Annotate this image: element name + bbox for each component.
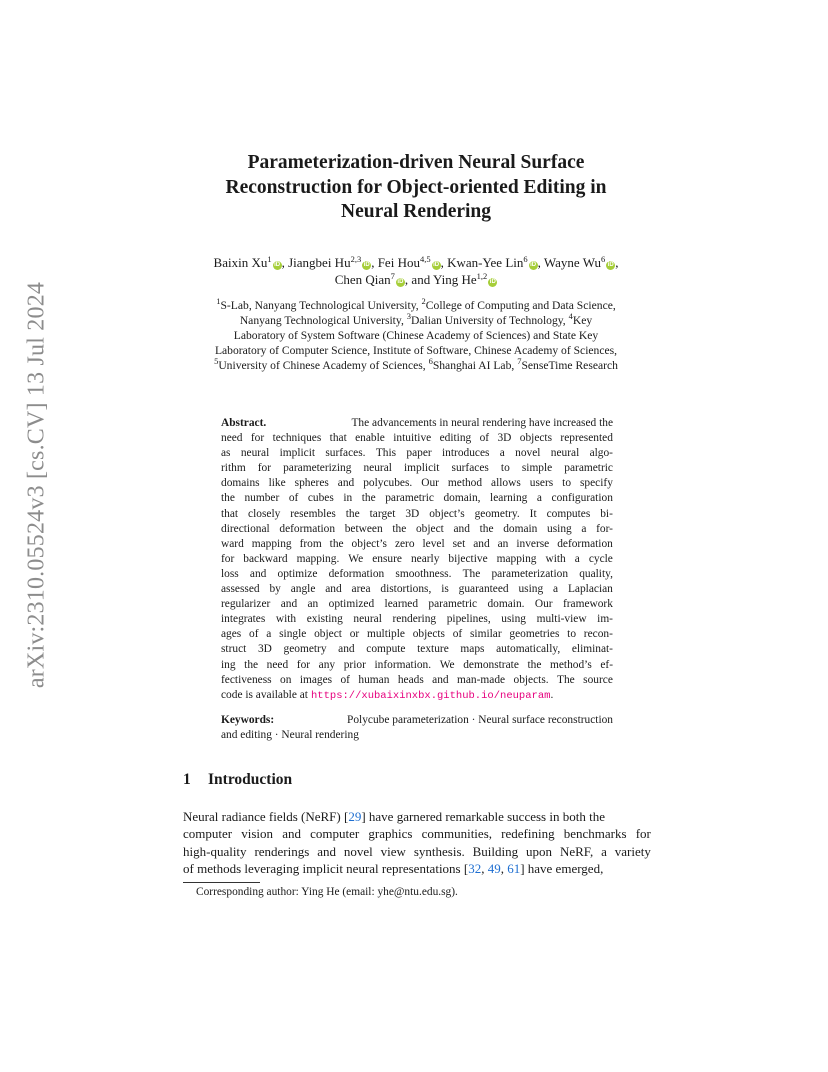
author-affil: 1 bbox=[267, 254, 272, 264]
abstract bbox=[221, 416, 613, 704]
affil-text: Key bbox=[572, 314, 593, 327]
citation-link[interactable]: 32 bbox=[468, 861, 482, 877]
body-text bbox=[183, 808, 651, 878]
orcid-icon[interactable]: iD bbox=[530, 262, 537, 268]
abstract-line: for backward mapping. We ensure nearly bijective mapping with a cycle bbox=[221, 552, 613, 565]
author-line bbox=[183, 254, 649, 271]
affil-marker: 6 bbox=[428, 356, 433, 366]
abstract-line: rithm for parameterizing neural implicit surfaces to simple parametric bbox=[221, 462, 613, 475]
abstract-line: ages of a single object or multiple objects of similar geometries to recon- bbox=[221, 628, 613, 641]
affil-text: College of Computing and Data Science, bbox=[425, 299, 616, 312]
affil-marker: 7 bbox=[517, 356, 522, 366]
orcid-icon[interactable]: iD bbox=[363, 262, 370, 268]
abstract-line: as neural implicit surfaces. This paper introduces a novel neural algo- bbox=[221, 447, 613, 460]
abstract-line: domains like spheres and polycubes. Our method allows users to specify bbox=[221, 477, 613, 490]
author-separator: , bbox=[615, 255, 619, 270]
orcid-icon[interactable]: iD bbox=[274, 262, 281, 268]
body-line bbox=[183, 808, 651, 825]
affil-text: S-Lab, Nanyang Technological University, bbox=[220, 299, 422, 312]
author-name: , Fei Hou bbox=[371, 255, 420, 270]
section-heading bbox=[183, 771, 292, 789]
keywords-text: Polycube parameterization · Neural surface reconstruction bbox=[347, 714, 613, 726]
citation-link[interactable]: 61 bbox=[507, 861, 521, 877]
body-text-run: ] have emerged, bbox=[520, 861, 604, 877]
affiliations bbox=[183, 298, 649, 373]
body-line: high-quality renderings and novel view synthesis. Building upon NeRF, a variety bbox=[183, 843, 651, 859]
author-name: , Kwan-Yee Lin bbox=[440, 255, 524, 270]
body-text-run: Neural radiance fields (NeRF) [ bbox=[183, 809, 349, 824]
abstract-line: integrates with existing neural rendering pipelines, using multi-view im- bbox=[221, 613, 613, 626]
abstract-line: ward mapping from the object’s zero level set and an inverse deformation bbox=[221, 537, 613, 550]
paper-title bbox=[183, 151, 649, 225]
section-number: 1 bbox=[183, 771, 191, 788]
section-title: Introduction bbox=[208, 771, 293, 788]
author-name: Chen Qian bbox=[334, 272, 391, 287]
affil-text: SenseTime Research bbox=[521, 359, 618, 372]
title-line: Reconstruction for Object-oriented Editing in bbox=[225, 176, 607, 198]
author-affil: 2,3 bbox=[350, 254, 362, 264]
abstract-line bbox=[221, 416, 613, 431]
abstract-line: regularizer and an optimized learned parametric domain. Our framework bbox=[221, 598, 613, 611]
affiliation-line: Laboratory of Computer Science, Institute of Software, Chinese Academy of Sciences, bbox=[214, 344, 618, 357]
orcid-icon[interactable]: iD bbox=[433, 262, 440, 268]
affil-text: Nanyang Technological University, bbox=[239, 314, 407, 327]
author-affil: 6 bbox=[600, 254, 606, 264]
author-affil: 6 bbox=[523, 254, 528, 264]
affil-marker: 4 bbox=[568, 311, 573, 321]
author-name: , Jiangbei Hu bbox=[281, 255, 351, 270]
author-name: Baixin Xu bbox=[213, 255, 268, 270]
footnote: Corresponding author: Ying He (email: yhe@ntu.edu.sg). bbox=[196, 886, 458, 898]
abstract-line: struct 3D geometry and compute texture maps automatically, eliminat- bbox=[221, 643, 613, 656]
citation-link[interactable]: 49 bbox=[487, 861, 501, 877]
keywords-line: and editing · Neural rendering bbox=[221, 729, 359, 742]
title-line: Neural Rendering bbox=[340, 201, 492, 222]
abstract-line: assessed by angle and area distortions, is guaranteed using a Laplacian bbox=[221, 583, 613, 596]
affil-text: Dalian University of Technology, bbox=[411, 314, 569, 327]
author-list bbox=[183, 254, 649, 288]
affiliation-line: Laboratory of System Software (Chinese Academy of Sciences) and State Key bbox=[233, 329, 599, 342]
affil-marker: 1 bbox=[216, 296, 221, 306]
affil-marker: 3 bbox=[406, 311, 411, 321]
author-line bbox=[183, 271, 649, 288]
author-affil: 7 bbox=[390, 271, 395, 281]
body-line: computer vision and computer graphics communities, redefining benchmarks for bbox=[183, 826, 651, 842]
author-name: , Wayne Wu bbox=[537, 255, 601, 270]
keywords-label: Keywords: bbox=[221, 714, 275, 726]
abstract-line: that closely resembles the target 3D object’s geometry. It computes bi- bbox=[221, 507, 613, 520]
affil-text: University of Chinese Academy of Sciences, bbox=[218, 359, 429, 372]
abstract-line bbox=[221, 688, 613, 704]
arxiv-identifier-text: arXiv:2310.05524v3 [cs.CV] 13 Jul 2024 bbox=[23, 281, 50, 689]
keywords bbox=[221, 713, 613, 743]
affil-text: Shanghai AI Lab, bbox=[432, 359, 518, 372]
abstract-line: ing the need for any prior information. We demonstrate the method’s ef- bbox=[221, 658, 613, 671]
abstract-line: fectiveness on images of human heads and man-made objects. The source bbox=[221, 673, 613, 686]
project-url-link[interactable]: https://xubaixinxbx.github.io/neuparam bbox=[310, 689, 551, 702]
title-line: Parameterization-driven Neural Surface bbox=[247, 152, 585, 173]
orcid-icon[interactable]: iD bbox=[607, 262, 614, 268]
author-affil: 4,5 bbox=[419, 254, 431, 264]
abstract-line: the number of cubes in the parametric domain, learning a configuration bbox=[221, 492, 613, 505]
orcid-icon[interactable]: iD bbox=[489, 279, 496, 285]
orcid-icon[interactable]: iD bbox=[397, 279, 404, 285]
abstract-line: loss and optimize deformation smoothness. The parameterization quality, bbox=[221, 567, 613, 580]
abstract-text: The advancements in neural rendering have increased the bbox=[351, 417, 613, 429]
abstract-line: directional deformation between the object and the domain using a for- bbox=[221, 522, 613, 535]
body-text-run: of methods leveraging implicit neural representations [ bbox=[183, 861, 469, 877]
affil-marker: 2 bbox=[421, 296, 426, 306]
author-affil: 1,2 bbox=[476, 271, 488, 281]
affil-marker: 5 bbox=[214, 356, 219, 366]
affiliation-line bbox=[183, 358, 649, 373]
body-text-run: ] have garnered remarkable success in both the bbox=[361, 809, 605, 824]
abstract-text: . bbox=[550, 688, 554, 701]
footnote-rule bbox=[183, 882, 260, 883]
affiliation-line bbox=[183, 313, 649, 328]
abstract-line: need for techniques that enable intuitive editing of 3D objects represented bbox=[221, 432, 613, 445]
author-name: , and Ying He bbox=[404, 272, 477, 287]
affiliation-line bbox=[183, 298, 649, 313]
keywords-line bbox=[221, 713, 613, 728]
abstract-text: code is available at bbox=[221, 688, 308, 701]
citation-link[interactable]: 29 bbox=[348, 809, 362, 824]
body-line: of methods leveraging implicit neural representations [32, 49, 61] have emerged, bbox=[183, 861, 604, 877]
abstract-label: Abstract. bbox=[221, 417, 267, 429]
arxiv-identifier bbox=[20, 281, 54, 689]
